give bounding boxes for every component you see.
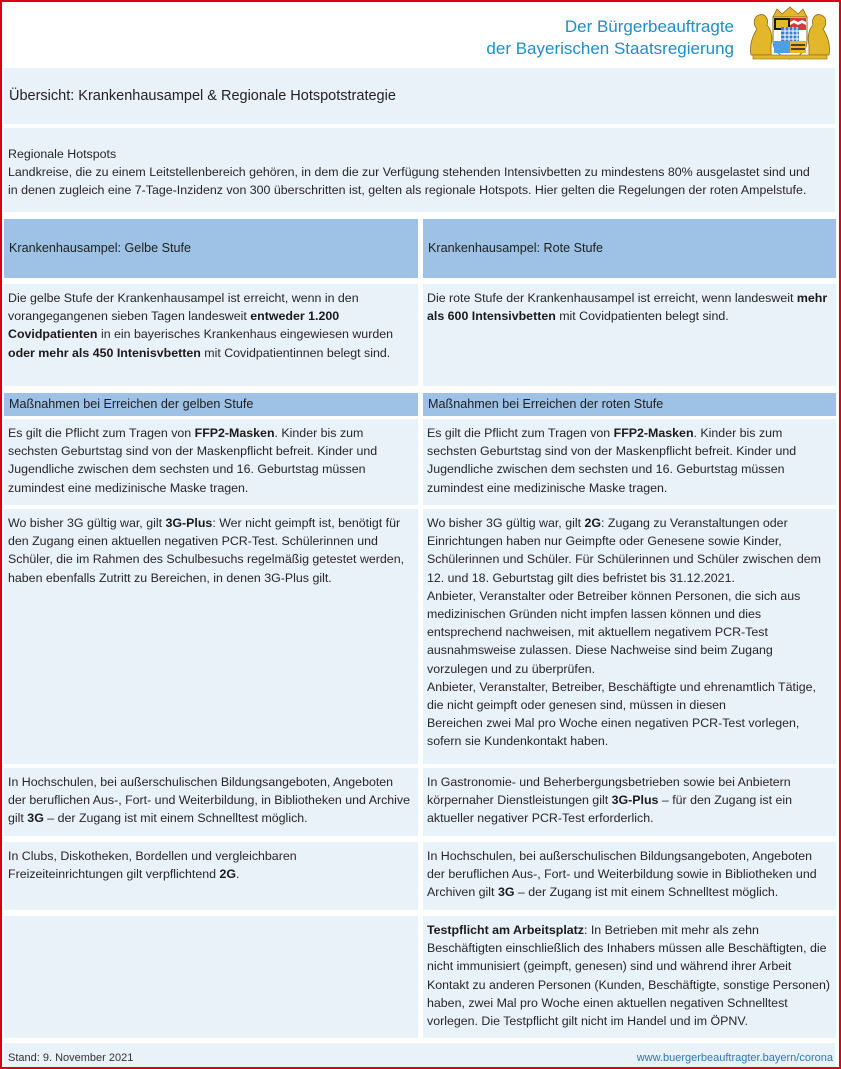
red-level-header: [423, 219, 836, 278]
paragraph: Anbieter, Veranstalter oder Betreiber können Personen, die sich aus medizinischen Gründen nicht impfen lassen können und dies entsprechend nachweisen, mit aktuellem negativem PCR-Test ausnahmsweise zulassen. Diese Nachweise sind beim Zugang vorzulegen und zu überprüfen.: [427, 588, 801, 676]
text: Die rote Stufe der Krankenhausampel ist erreicht, wenn landesweit: [427, 291, 797, 305]
page-title: Übersicht: Krankenhausampel & Regionale Hotspotstrategie: [9, 88, 396, 104]
hotspots-heading: Regionale Hotspots: [8, 147, 117, 161]
text: Es gilt die Pflicht zum Tragen von: [8, 426, 195, 440]
yellow-measure-3g-plus: [4, 509, 418, 764]
emphasis: FFP2-Masken: [613, 426, 694, 440]
date-stamp: Stand: 9. November 2021: [8, 1052, 134, 1064]
text: mit Covidpatientinnen belegt sind.: [200, 345, 391, 360]
text: Wo bisher 3G gültig war, gilt: [427, 516, 585, 530]
text: .: [235, 867, 240, 882]
emphasis: 3G: [497, 885, 515, 900]
emphasis: 3G-Plus: [611, 793, 659, 808]
org-name-line1: Der Bürgerbeauftragte: [564, 17, 734, 36]
red-measure-2g: [423, 509, 836, 764]
yellow-measure-masks: [4, 419, 418, 505]
text: Es gilt die Pflicht zum Tragen von: [427, 426, 614, 440]
red-measure-education: [423, 842, 836, 910]
header: [2, 2, 839, 66]
emphasis: Testpflicht am Arbeitsplatz: [427, 923, 584, 937]
text: – für den Zugang ist ein aktueller negativer PCR-Test erforderlich.: [427, 793, 793, 826]
red-measure-masks: [423, 419, 836, 505]
yellow-measure-clubs: [4, 842, 418, 910]
emphasis: mehr als 600 Intensivbetten: [427, 291, 828, 324]
website-link[interactable]: www.buergerbeauftragter.bayern/corona: [636, 1052, 833, 1064]
yellow-measure-education: [4, 768, 418, 836]
regional-hotspots-section: [4, 128, 835, 212]
yellow-measures-title: Maßnahmen bei Erreichen der gelben Stufe: [9, 397, 254, 411]
text: : In Betrieben mit mehr als zehn Beschäftigten einschließlich des Inhabers müssen alle Beschäftigten, die nicht immunisiert (geimpft, genesen) sind und während ihrer Arbeit Kontakt zu anderen Personen (Kunden, Beschäftigte, sonstige Personen) haben, zwei Mal pro Woche einen aktuellen negativen Schnelltest vorlegen. Die Testpflicht gilt nicht im Handel und im ÖPNV.: [427, 923, 830, 1029]
emphasis: 2G: [219, 867, 236, 882]
text: Wo bisher 3G gültig war, gilt: [8, 516, 166, 530]
text: – der Zugang ist mit einem Schnelltest möglich.: [514, 885, 779, 900]
emphasis: entweder 1.200 Covidpatienten: [8, 309, 340, 342]
red-measure-gastronomy: [423, 768, 836, 836]
title-bar: [4, 68, 835, 124]
text: in ein bayerisches Krankenhaus eingewiesen wurden: [97, 327, 393, 342]
text: Die gelbe Stufe der Krankenhausampel ist erreicht, wenn in den vorangegangenen sieben Tagen landesweit: [8, 291, 359, 324]
text: mit Covidpatienten belegt sind.: [555, 309, 729, 324]
red-level-title: Krankenhausampel: Rote Stufe: [428, 241, 604, 255]
yellow-level-title: Krankenhausampel: Gelbe Stufe: [9, 241, 192, 255]
org-name: [486, 16, 734, 60]
emphasis: oder mehr als 450 Intenisvbetten: [8, 345, 201, 360]
red-measure-workplace-testing: [423, 916, 836, 1038]
emphasis: 3G-Plus: [165, 516, 213, 530]
empty-cell: [4, 916, 418, 1038]
text: : Zugang zu Veranstaltungen oder Einrichtungen haben nur Geimpfte oder Genesene sowie Kinder, Schülerinnen und Schüler. Für Schülerinnen und Schüler zwischen dem 12. und 18. Geburtstag gilt dies befristet bis 31.12.2021.: [427, 516, 821, 585]
yellow-level-description: [4, 284, 418, 386]
regional-hotspots-text: [8, 145, 810, 200]
red-level-description: [423, 284, 836, 386]
text: . Kinder bis zum sechsten Geburtstag sind von der Maskenpflicht befreit. Kinder und Jugendliche zwischen dem sechsten und 16. Geburtstag müssen zumindest eine medizinische Maske tragen.: [8, 426, 378, 495]
hotspots-line-1: Landkreise, die zu einem Leitstellenbereich gehören, in dem die zur Verfügung stehenden Intensivbetten zu mindestens 80% ausgelastet sind und: [8, 165, 810, 180]
paragraph: Bereichen zwei Mal pro Woche einen negativen PCR-Test vorlegen, sofern sie Kundenkontakt haben.: [427, 716, 800, 749]
emphasis: FFP2-Masken: [194, 426, 275, 440]
yellow-level-header: [4, 219, 418, 278]
text: : Wer nicht geimpft ist, benötigt für den Zugang einen aktuellen negativen PCR-Test. Schülerinnen und Schüler, die im Rahmen des Schulbesuchs regelmäßig getestet werden, haben ebenfalls Zutritt zu Bereichen, in denen 3G-Plus gilt.: [8, 516, 405, 585]
paragraph: Anbieter, Veranstalter, Betreiber, Beschäftigte und ehrenamtlich Tätige, die nicht geimpft oder genesen sind, müssen in diesen: [427, 679, 816, 713]
text: In Gastronomie- und Beherbergungsbetrieben sowie bei Anbietern körpernaher Dienstleistungen gilt: [427, 775, 791, 808]
text: In Hochschulen, bei außerschulischen Bildungsangeboten, Angeboten der beruflichen Aus-, Fort- und Weiterbildung, in Bibliotheken und Archive gilt: [8, 775, 411, 826]
text: – der Zugang ist mit einem Schnelltest möglich.: [43, 811, 308, 826]
emphasis: 3G: [27, 811, 44, 826]
yellow-measures-header: [4, 393, 418, 416]
red-measures-title: Maßnahmen bei Erreichen der roten Stufe: [428, 397, 664, 411]
text: In Hochschulen, bei außerschulischen Bildungsangeboten, Angeboten der beruflichen Aus-, Fort- und Weiterbildung sowie in Bibliotheken und Archiven gilt: [427, 849, 817, 900]
org-name-line2: der Bayerischen Staatsregierung: [486, 39, 734, 58]
bavarian-coat-of-arms-icon: [747, 5, 833, 61]
text: In Clubs, Diskotheken, Bordellen und vergleichbaren Freizeiteinrichtungen gilt verpflichtend: [8, 849, 297, 882]
text: . Kinder bis zum sechsten Geburtstag sind von der Maskenpflicht befreit. Kinder und Jugendliche zwischen dem sechsten und 16. Geburtstag müssen zumindest eine medizinische Maske tragen.: [427, 426, 797, 495]
emphasis: 2G: [584, 516, 602, 530]
hotspots-line-2: in denen zugleich eine 7-Tage-Inzidenz von 300 überschritten ist, gelten als regionale Hotspots. Hier gelten die Regelungen der roten Ampelstufe.: [8, 183, 807, 198]
red-measures-header: [423, 393, 836, 416]
paragraph: [427, 514, 832, 587]
footer: [4, 1043, 835, 1067]
